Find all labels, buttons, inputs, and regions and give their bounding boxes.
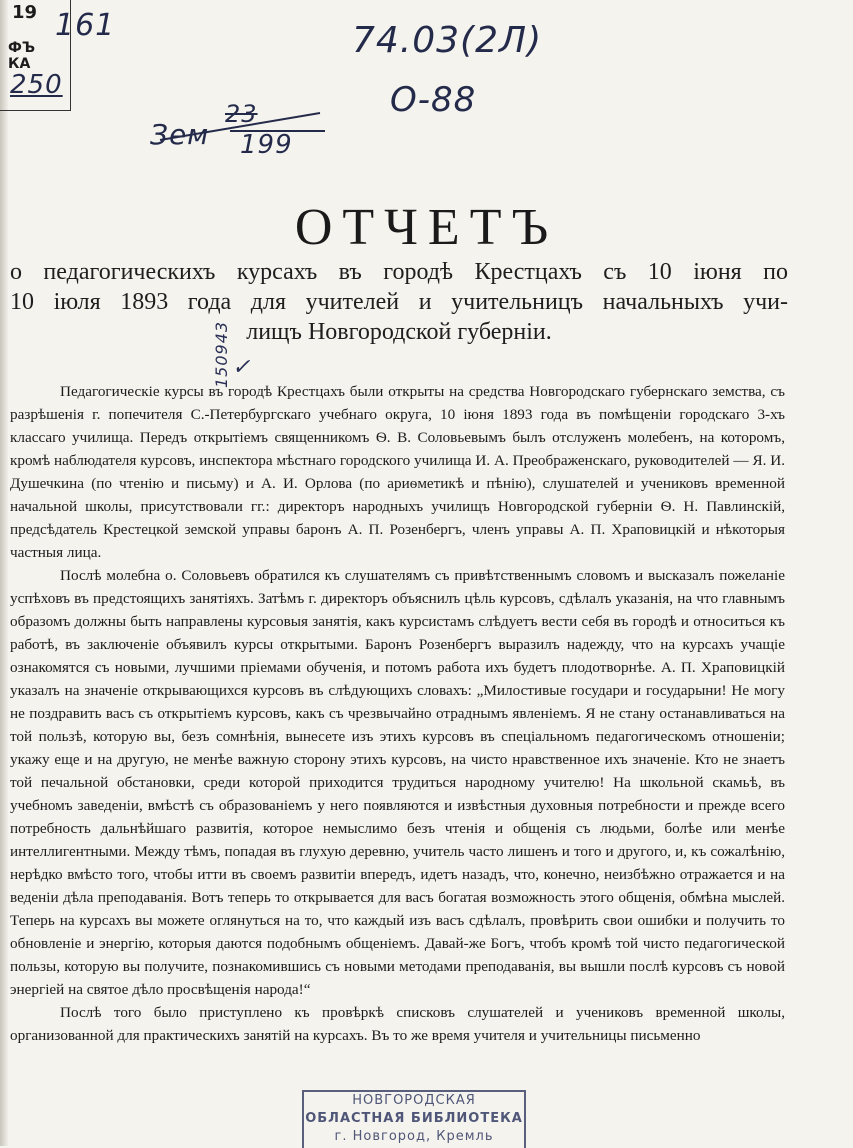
handwritten-side-number: 150943 xyxy=(212,320,231,388)
handwritten-zem-label: Зем xyxy=(150,118,210,151)
library-stamp xyxy=(302,1090,526,1148)
library-stamp-line-1: НОВГОРОДСКАЯ xyxy=(352,1093,476,1108)
library-stamp-line-3: г. Новгород, Кремль xyxy=(334,1129,494,1144)
handwritten-strike-lines xyxy=(150,105,330,150)
paragraph-3: Послѣ того было приступлено къ провѣркѣ списковъ слушателей и учениковъ временной школы, организованной для практическихъ занятій на курсахъ. Въ то же время учителя и учительницы письменно xyxy=(10,1004,785,1044)
corner-stamp-number: 19 xyxy=(12,2,38,23)
handwritten-corner-note-2: 250 xyxy=(10,70,63,100)
corner-stamp-line-3: КА xyxy=(8,56,31,72)
corner-stamp-line-2: ФЪ xyxy=(8,40,36,56)
handwritten-zem-new: 199 xyxy=(240,130,293,160)
paragraph-1: Педагогическіе курсы въ городѣ Крестцахъ были открыты на средства Новгородскаго губернскаго земства, съ разрѣшенія г. попечителя С.-Петербургскаго учебнаго округа, 10 іюня 1893 года въ помѣщеніи городскаго 3-хъ классаго училища. Передъ открытіемъ священникомъ Ѳ. В. Соловьевымъ былъ отслуженъ молебенъ, на которомъ, кромѣ наблюдателя курсовъ, инспектора мѣстнаго городского училища И. А. Преображенскаго, руководителей — Я. И. Душечкина (по чтенію и письму) и А. И. Орлова (по ариѳметикѣ и пѣнію), слушателей и учениковъ временной начальной школы, присутствовали гг.: директоръ народныхъ училищъ Новгородской губерніи Ѳ. Н. Павлинскій, предсѣдатель Крестецкой земской управы баронъ А. П. Розенбергъ, членъ управы А. П. Храповицкій и нѣкоторыя частныя лица. xyxy=(10,383,785,561)
subtitle-line-3: лищъ Новгородской губерніи. xyxy=(246,319,552,345)
handwritten-call-number-2: О-88 xyxy=(390,80,477,120)
document-body xyxy=(10,380,785,1047)
handwritten-corner-note-1: 161 xyxy=(55,8,116,43)
subtitle-line-1: о педагогическихъ курсахъ въ городѣ Крестцахъ съ 10 іюня по xyxy=(10,259,788,285)
handwritten-zem-old: 23 xyxy=(225,100,258,128)
check-mark-icon: ✓ xyxy=(232,354,251,379)
paragraph-2: Послѣ молебна о. Соловьевъ обратился къ слушателямъ съ привѣтственнымъ словомъ и высказалъ пожеланіе успѣховъ въ предстоящихъ занятіяхъ. Затѣмъ г. директоръ объяснилъ цѣль курсовъ, сдѣлалъ указанія, на что главнымъ образомъ должны быть направлены курсовыя занятія, какъ курсистамъ слѣдуетъ вести себя въ городѣ и относиться къ работѣ, въ заключеніе объявилъ курсы открытыми. Баронъ Розенбергъ выразилъ надежду, что на курсахъ учащіе ознакомятся съ новыми, лучшими пріемами обученія, и потомъ работа ихъ будетъ плодотворнѣе. А. П. Храповицкій указалъ на значеніе открывающихся курсовъ въ слѣдующихъ словахъ: „Милостивые государи и государыни! Не могу не поздравить васъ съ открытіемъ курсовъ, какъ съ чрезвычайно отраднымъ явленіемъ. Я не стану останавливаться на той пользѣ, которую вы, безъ сомнѣнія, вынесете изъ этихъ курсовъ въ спеціальномъ педагогическомъ отношеніи; укажу еще и на другую, не менѣе важную сторону этихъ курсовъ, на чисто нравственное ихъ значеніе. Кто не знаетъ той печальной обстановки, среди которой приходится трудиться народному учителю! На школьной скамьѣ, въ учебномъ заведеніи, вмѣстѣ съ образованіемъ у него появляются и извѣстныя духовныя потребности и прежде всего потребность дальнѣйшаго развитія, которое немыслимо безъ чтенія и общенія съ людьми, болѣе или менѣе интеллигентными. Между тѣмъ, попадая въ глухую деревню, учитель часто лишенъ и того и другого, и, къ сожалѣнію, нерѣдко вмѣсто того, чтобы итти въ своемъ развитіи впередъ, идетъ назадъ, что, конечно, неизбѣжно отражается и на веденіи дѣла преподаванія. Вотъ теперь то открывается для васъ богатая возможность этого общенія, обмѣна мыслей. Теперь на курсахъ вы можете оглянуться на то, что каждый изъ васъ сдѣлалъ, провѣрить свои ошибки и получить то обновленіе и энергію, которыя даются подобнымъ общеніемъ. Давай-же Богъ, чтобъ кромѣ той чисто педагогической пользы, которую вы получите, познакомившись съ новыми методами преподаванія, вы вышли послѣ курсовъ съ новой энергіей на святое дѣло просвѣщенія народа!“ xyxy=(10,567,785,998)
document-subtitle xyxy=(10,257,788,347)
document-title: ОТЧЕТЪ xyxy=(294,199,559,256)
library-stamp-line-2: ОБЛАСТНАЯ БИБЛИОТЕКА xyxy=(305,1111,523,1126)
handwritten-call-number: 74.03(2Л) xyxy=(352,20,543,61)
page-edge xyxy=(0,0,8,1146)
subtitle-line-2: 10 іюля 1893 года для учителей и учительницъ начальныхъ учи- xyxy=(10,289,788,315)
